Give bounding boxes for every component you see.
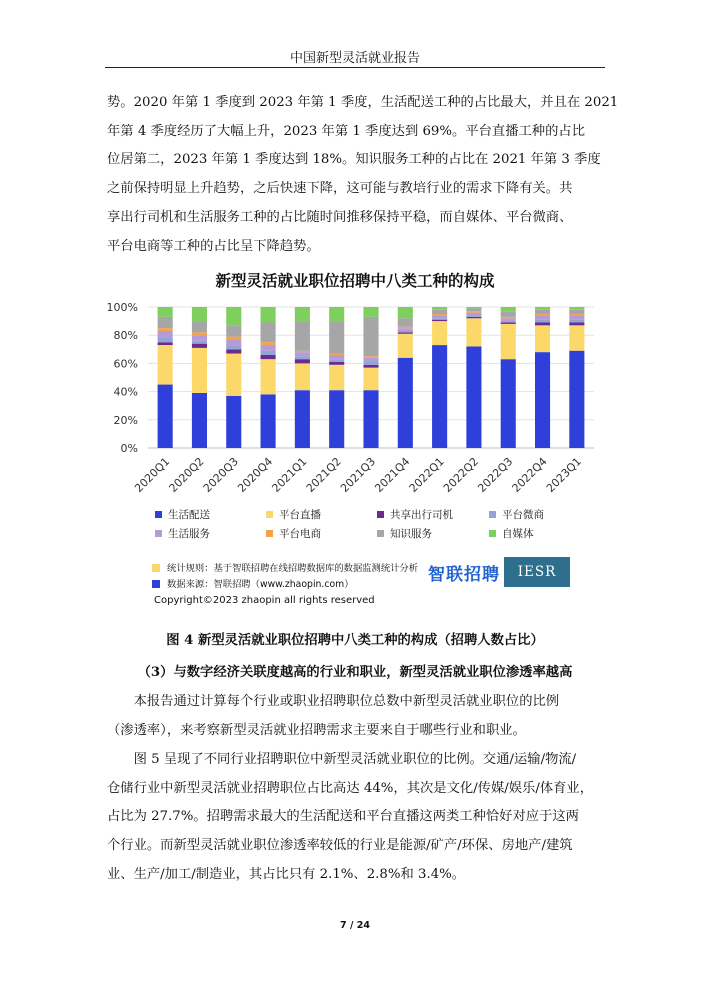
iesr-logo: IESR xyxy=(504,557,570,587)
bar-segment xyxy=(398,318,413,326)
bar-segment xyxy=(261,359,276,394)
text-line: 仓储行业中新型灵活就业招聘职位占比高达 44%，其次是文化/传媒/娱乐/体育业， xyxy=(107,780,594,796)
y-tick-label: 60% xyxy=(113,357,138,371)
bar-segment xyxy=(432,321,447,345)
bar-segment xyxy=(432,320,447,321)
bar-segment xyxy=(329,365,344,390)
legend-swatch xyxy=(155,511,162,518)
bar-segment xyxy=(329,307,344,321)
bar-segment xyxy=(158,342,173,345)
bar-segment xyxy=(432,310,447,314)
source-label: 数据来源：智联招聘（www.zhaopin.com） xyxy=(167,579,354,590)
bar-segment xyxy=(261,307,276,323)
text-line: 平台电商等工种的占比呈下降趋势。 xyxy=(107,238,320,254)
text-line: 享出行司机和生活服务工种的占比随时间推移保持平稳，而自媒体、平台微商、 xyxy=(107,209,573,225)
x-tick-label: 2022Q3 xyxy=(475,454,516,495)
rule-square-icon xyxy=(152,564,160,572)
bar-segment xyxy=(398,328,413,331)
text-line: 图 5 呈现了不同行业招聘职位中新型灵活就业职位的比例。交通/运输/物流/ xyxy=(107,752,577,767)
bar-segment xyxy=(192,321,207,332)
x-tick-label: 2021Q3 xyxy=(338,454,379,495)
legend-label: 知识服务 xyxy=(390,528,432,540)
bar-segment xyxy=(501,318,516,321)
bar-segment xyxy=(192,341,207,344)
bar-segment xyxy=(158,338,173,342)
bar-segment xyxy=(329,321,344,353)
bar-segment xyxy=(569,351,584,448)
legend-swatch xyxy=(155,530,162,537)
bar-segment xyxy=(569,310,584,314)
bar-segment xyxy=(535,315,550,319)
bar-segment xyxy=(501,311,516,317)
bar-segment xyxy=(569,307,584,310)
x-tick-label: 2021Q2 xyxy=(303,454,344,495)
bar-segment xyxy=(501,307,516,311)
bar-segment xyxy=(158,307,173,317)
x-tick-label: 2021Q4 xyxy=(372,454,413,495)
bar-segment xyxy=(192,348,207,393)
legend-swatch xyxy=(377,530,384,537)
bar-segment xyxy=(226,307,241,325)
rule-label: 统计规则：基于智联招聘在线招聘数据库的数据监测统计分析 xyxy=(167,563,419,574)
legend-item xyxy=(155,526,210,541)
bar-segment xyxy=(432,307,447,310)
legend-swatch xyxy=(489,511,496,518)
x-tick-label: 2020Q2 xyxy=(166,454,207,495)
text-line: 本报告通过计算每个行业或职业招聘职位总数中新型灵活就业职位的比例 xyxy=(107,694,560,709)
bar-segment xyxy=(569,314,584,315)
bar-segment xyxy=(158,328,173,331)
bar-segment xyxy=(535,307,550,310)
figure-caption: 图 4 新型灵活就业职位招聘中八类工种的构成（招聘人数占比） xyxy=(166,633,544,648)
bar-segment xyxy=(363,362,378,365)
source-square-icon xyxy=(152,580,160,588)
bar-segment xyxy=(192,332,207,335)
bar-segment xyxy=(432,345,447,448)
bar-segment xyxy=(535,310,550,314)
page-number: 7 / 24 xyxy=(340,920,370,931)
legend-swatch xyxy=(489,530,496,537)
text-line: 之前保持明显上升趋势，之后快速下降，这可能与教培行业的需求下降有关。共 xyxy=(107,181,573,197)
bar-segment xyxy=(466,315,481,316)
legend-label: 自媒体 xyxy=(502,528,534,540)
x-tick-label: 2022Q2 xyxy=(440,454,482,495)
bar-segment xyxy=(226,396,241,448)
bar-segment xyxy=(501,321,516,322)
legend-item xyxy=(266,507,321,522)
bar-segment xyxy=(363,365,378,368)
bar-segment xyxy=(432,314,447,315)
x-tick-label: 2020Q4 xyxy=(235,454,276,495)
text-line: 势。2020 年第 1 季度到 2023 年第 1 季度，生活配送工种的占比最大，并且在 2021 xyxy=(107,95,619,110)
bar-segment xyxy=(466,317,481,318)
bar-segment xyxy=(261,342,276,345)
bar-segment xyxy=(466,308,481,311)
bar-segment xyxy=(363,307,378,317)
text-line: 占比为 27.7%。招聘需求最大的生活配送和平台直播这两类工种恰好对应于这两 xyxy=(107,809,579,825)
y-tick-label: 100% xyxy=(106,301,138,314)
bar-segment xyxy=(329,359,344,362)
data-source-note xyxy=(152,576,354,590)
y-tick-label: 20% xyxy=(113,413,138,427)
bar-segment xyxy=(192,393,207,448)
legend-label: 生活服务 xyxy=(168,528,210,540)
bar-segment xyxy=(398,358,413,448)
bar-segment xyxy=(432,315,447,318)
bar-segment xyxy=(398,307,413,318)
legend-item xyxy=(489,507,544,522)
bar-segment xyxy=(535,323,550,326)
bar-segment xyxy=(226,345,241,349)
legend-item xyxy=(377,507,453,522)
findings-paragraph xyxy=(107,746,605,890)
bar-segment xyxy=(295,359,310,363)
bar-segment xyxy=(226,325,241,336)
bar-segment xyxy=(295,351,310,352)
bar-segment xyxy=(569,315,584,319)
legend-label: 平台微商 xyxy=(502,509,544,521)
stacked-bar-chart xyxy=(0,295,710,535)
x-tick-label: 2023Q1 xyxy=(543,454,584,495)
bar-segment xyxy=(295,307,310,321)
bar-segment xyxy=(535,352,550,448)
bar-segment xyxy=(501,317,516,318)
bar-segment xyxy=(535,325,550,352)
bar-segment xyxy=(295,390,310,448)
bar-segment xyxy=(226,354,241,396)
bar-segment xyxy=(329,362,344,365)
bar-segment xyxy=(329,354,344,355)
text-line: 业、生产/加工/制造业，其占比只有 2.1%、2.8%和 3.4%。 xyxy=(107,866,466,882)
x-tick-label: 2022Q4 xyxy=(509,454,550,495)
bar-segment xyxy=(295,356,310,359)
bar-segment xyxy=(261,394,276,448)
x-tick-label: 2022Q1 xyxy=(406,454,447,495)
y-tick-label: 0% xyxy=(120,442,138,455)
legend-item xyxy=(266,526,321,541)
bar-segment xyxy=(501,324,516,359)
bar-segment xyxy=(466,307,481,308)
bar-segment xyxy=(363,356,378,357)
legend-label: 平台电商 xyxy=(279,528,321,540)
bar-segment xyxy=(569,323,584,326)
bar-segment xyxy=(363,358,378,362)
bar-segment xyxy=(261,355,276,359)
intro-paragraph xyxy=(107,89,619,261)
bar-segment xyxy=(329,390,344,448)
copyright-notice: Copyright©2023 zhaopin all rights reserved xyxy=(154,595,375,606)
x-tick-label: 2020Q3 xyxy=(200,454,241,495)
bar-segment xyxy=(466,318,481,346)
text-line: 个行业。而新型灵活就业职位渗透率较低的行业是能源/矿产/环保、房地产/建筑 xyxy=(107,838,573,854)
legend-item xyxy=(489,526,534,541)
bar-segment xyxy=(398,332,413,333)
legend-swatch xyxy=(266,511,273,518)
bar-segment xyxy=(261,345,276,351)
bar-segment xyxy=(226,337,241,340)
bar-segment xyxy=(398,331,413,332)
bar-segment xyxy=(158,345,173,384)
bar-segment xyxy=(466,346,481,448)
text-line: （渗透率），来考察新型灵活就业招聘需求主要来自于哪些行业和职业。 xyxy=(107,722,526,738)
bar-segment xyxy=(501,359,516,448)
bar-segment xyxy=(363,317,378,356)
bar-segment xyxy=(466,313,481,316)
bar-segment xyxy=(569,320,584,323)
bar-segment xyxy=(192,344,207,348)
bar-segment xyxy=(363,368,378,391)
section-heading: （3）与数字经济关联度越高的行业和职业，新型灵活就业职位渗透率越高 xyxy=(137,665,573,680)
bar-segment xyxy=(261,351,276,355)
legend-swatch xyxy=(266,530,273,537)
x-tick-label: 2021Q1 xyxy=(269,454,310,495)
header-rule xyxy=(105,67,605,68)
text-line: 年第 4 季度经历了大幅上升，2023 年第 1 季度达到 69%。平台直播工种的占比 xyxy=(107,123,585,139)
page-header-title: 中国新型灵活就业报告 xyxy=(289,51,420,66)
bar-segment xyxy=(329,355,344,359)
legend-label: 平台直播 xyxy=(279,509,321,521)
bar-segment xyxy=(226,349,241,353)
bar-segment xyxy=(226,339,241,345)
bar-segment xyxy=(501,323,516,324)
bar-segment xyxy=(432,318,447,319)
y-tick-label: 80% xyxy=(113,329,138,343)
text-line: 位居第二，2023 年第 1 季度达到 18%。知识服务工种的占比在 2021 年第 3 季度 xyxy=(107,152,601,168)
legend-item xyxy=(155,507,210,522)
x-tick-label: 2020Q1 xyxy=(132,454,173,495)
statistics-rule-note xyxy=(152,560,418,574)
bar-segment xyxy=(569,325,584,350)
bar-segment xyxy=(535,314,550,315)
bar-segment xyxy=(295,352,310,356)
bar-segment xyxy=(535,320,550,323)
bar-segment xyxy=(158,385,173,448)
methodology-paragraph xyxy=(107,688,605,745)
zhaopin-logo: 智联招聘 xyxy=(428,565,500,585)
bar-segment xyxy=(466,311,481,312)
bar-segment xyxy=(363,390,378,448)
bar-segment xyxy=(158,331,173,338)
bar-segment xyxy=(398,334,413,358)
legend-swatch xyxy=(377,511,384,518)
bar-segment xyxy=(295,321,310,351)
chart-title: 新型灵活就业职位招聘中八类工种的构成 xyxy=(215,272,495,290)
bar-segment xyxy=(398,327,413,328)
bar-segment xyxy=(192,335,207,341)
legend-item xyxy=(377,526,432,541)
bar-segment xyxy=(158,317,173,328)
legend-label: 生活配送 xyxy=(168,509,210,521)
bar-segment xyxy=(192,307,207,321)
y-tick-label: 40% xyxy=(113,385,138,399)
chart-legend xyxy=(0,507,710,547)
legend-label: 共享出行司机 xyxy=(390,509,453,521)
bar-segment xyxy=(295,363,310,390)
bar-segment xyxy=(261,323,276,343)
